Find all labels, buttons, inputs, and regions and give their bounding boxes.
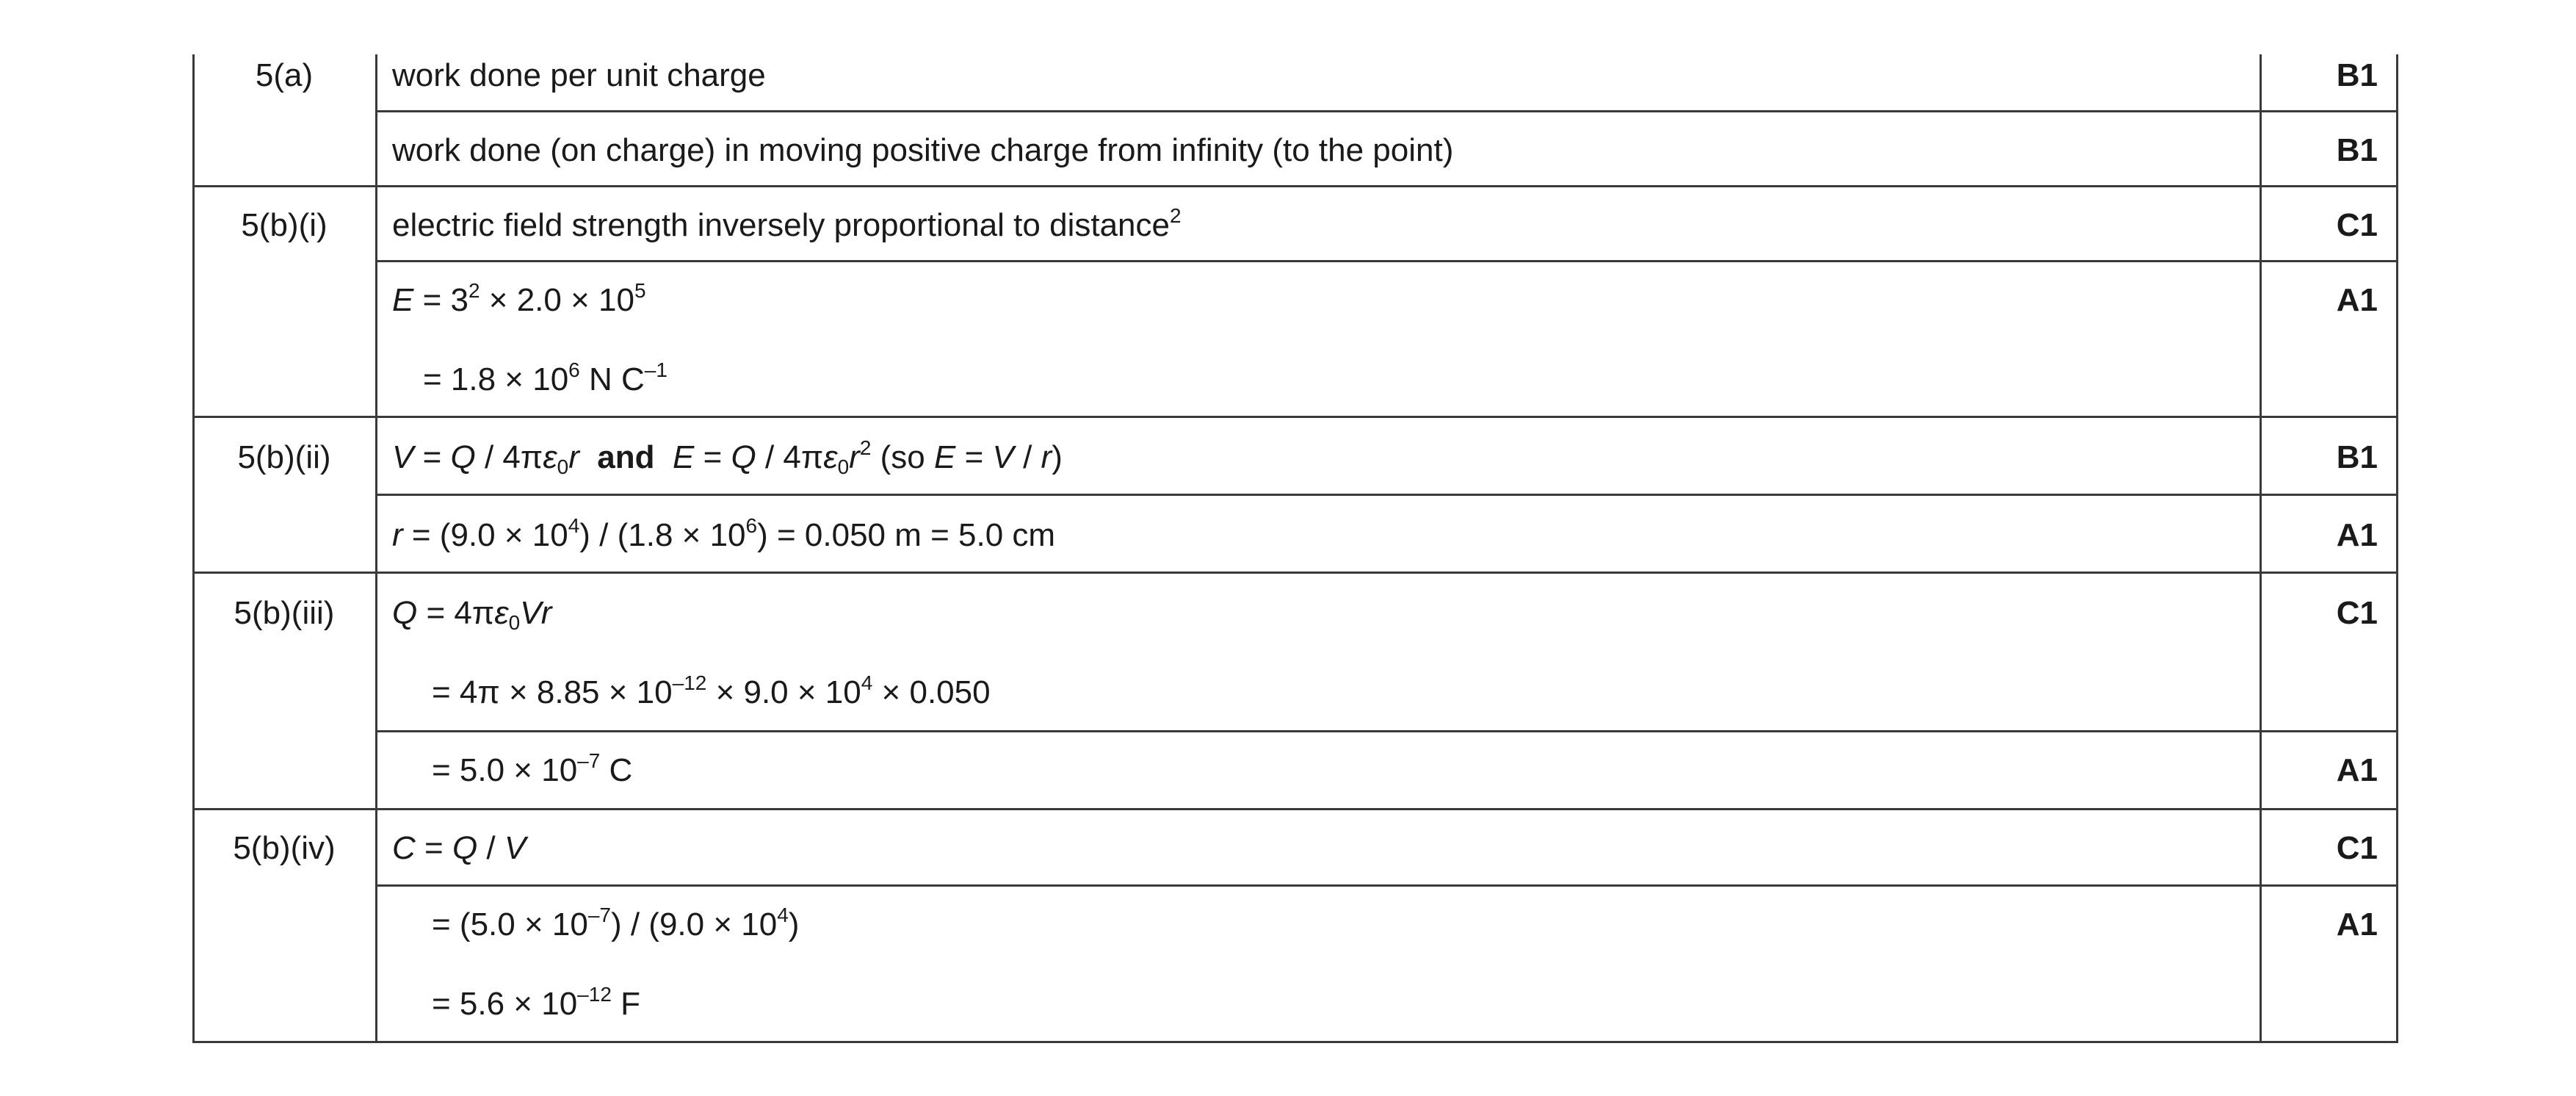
table-border-left [192, 54, 195, 1043]
row-divider [375, 110, 2398, 112]
equation-line [423, 358, 667, 401]
superscript: –12 [672, 671, 707, 694]
equation-text: = 4π [417, 595, 495, 631]
equation-text: ) / (1.8 × 10 [579, 517, 746, 553]
mark-code: C1 [2336, 830, 2378, 866]
equation-text: = [413, 439, 451, 475]
equation-text: = [415, 830, 452, 866]
equation-text: × 9.0 × 10 [706, 674, 861, 710]
equation-text: = 3 [413, 282, 468, 318]
equation-line [392, 514, 1055, 557]
variable: E [672, 439, 695, 475]
equation-text: / 4π [475, 439, 543, 475]
subscript: 0 [557, 455, 569, 478]
question-divider [192, 416, 2398, 418]
mark-scheme-table [192, 54, 2398, 1043]
variable: V [992, 439, 1014, 475]
mark-code: C1 [2336, 595, 2378, 631]
equation-text: = 1.8 × 10 [423, 361, 569, 397]
variable: ε [494, 595, 509, 631]
equation-line [392, 592, 551, 635]
equation-text: = (9.0 × 10 [402, 517, 568, 553]
mark-code: B1 [2336, 57, 2378, 93]
mark-code: B1 [2336, 132, 2378, 168]
equation-line [432, 749, 632, 792]
superscript: 2 [468, 279, 480, 302]
equation-text: = [955, 439, 993, 475]
variable: V [504, 830, 527, 866]
superscript: 6 [568, 358, 580, 381]
equation-text: ) [1052, 439, 1063, 475]
column-divider-question [375, 54, 377, 1043]
superscript: 2 [1170, 204, 1182, 227]
subscript: 0 [837, 455, 850, 478]
question-number: 5(b)(iii) [234, 595, 335, 631]
variable: r [568, 439, 579, 475]
variable: Q [392, 595, 418, 631]
subscript: 0 [508, 611, 521, 634]
superscript: –7 [577, 749, 601, 772]
equation-line [392, 827, 526, 870]
variable: C [392, 830, 416, 866]
variable: Q [450, 439, 476, 475]
equation-text: = 5.6 × 10 [432, 986, 578, 1022]
variable: ε [823, 439, 838, 475]
table-border-right [2396, 54, 2398, 1043]
equation-text: N C [579, 361, 645, 397]
question-divider [192, 185, 2398, 187]
equation-text: / 4π [756, 439, 824, 475]
row-divider [375, 260, 2398, 262]
superscript: –1 [644, 358, 667, 381]
equation-text: = 5.0 × 10 [432, 752, 578, 788]
superscript: 4 [568, 514, 580, 537]
superscript: 5 [634, 279, 646, 302]
equation-line [432, 904, 799, 946]
equation-text: = [694, 439, 731, 475]
variable: Q [452, 830, 478, 866]
equation-text: (so [871, 439, 934, 475]
variable: E [933, 439, 956, 475]
answer-line: work done (on charge) in moving positive charge from infinity (to the point) [392, 132, 1454, 168]
equation-text: = 4π × 8.85 × 10 [432, 674, 673, 710]
superscript: 2 [859, 436, 872, 459]
answer-line: work done per unit charge [392, 57, 766, 93]
mark-code: C1 [2336, 207, 2378, 243]
mark-code: A1 [2336, 906, 2378, 942]
mark-code: B1 [2336, 439, 2378, 475]
row-divider [375, 494, 2398, 496]
equation-text: ) [788, 906, 800, 942]
question-divider [192, 572, 2398, 574]
equation-line [432, 983, 640, 1025]
superscript: 6 [745, 514, 758, 537]
equation-text: C [600, 752, 633, 788]
variable: Q [731, 439, 756, 475]
row-divider [375, 730, 2398, 732]
answer-text: electric field strength inversely proportional to distance [392, 207, 1170, 243]
answer-line [392, 204, 1182, 247]
conjunction: and [597, 439, 655, 475]
variable: r [1041, 439, 1052, 475]
superscript: 4 [861, 671, 873, 694]
question-number: 5(b)(i) [241, 207, 328, 243]
equation-line [392, 279, 646, 322]
variable: r [392, 517, 403, 553]
variable: ε [543, 439, 557, 475]
superscript: –12 [577, 983, 612, 1006]
superscript: –7 [587, 904, 611, 926]
variable: Vr [520, 595, 552, 631]
equation-text: ) / (9.0 × 10 [610, 906, 778, 942]
equation-text: × 2.0 × 10 [480, 282, 634, 318]
column-divider-marks [2260, 54, 2262, 1043]
equation-text: / [477, 830, 504, 866]
variable: V [392, 439, 414, 475]
question-divider [192, 808, 2398, 810]
question-number: 5(b)(iv) [233, 830, 336, 866]
mark-code: A1 [2336, 517, 2378, 553]
mark-code: A1 [2336, 752, 2378, 788]
equation-line [392, 436, 1063, 479]
equation-text: / [1013, 439, 1041, 475]
question-number: 5(a) [255, 57, 314, 93]
equation-text: ) = 0.050 m = 5.0 cm [757, 517, 1056, 553]
superscript: 4 [777, 904, 789, 926]
mark-code: A1 [2336, 282, 2378, 318]
equation-text: F [611, 986, 640, 1022]
equation-line [432, 671, 991, 714]
row-divider [375, 884, 2398, 887]
table-border-bottom [192, 1041, 2398, 1043]
variable: E [392, 282, 414, 318]
equation-text: × 0.050 [872, 674, 991, 710]
equation-text: = (5.0 × 10 [432, 906, 588, 942]
question-number: 5(b)(ii) [237, 439, 331, 475]
variable: r [849, 439, 860, 475]
